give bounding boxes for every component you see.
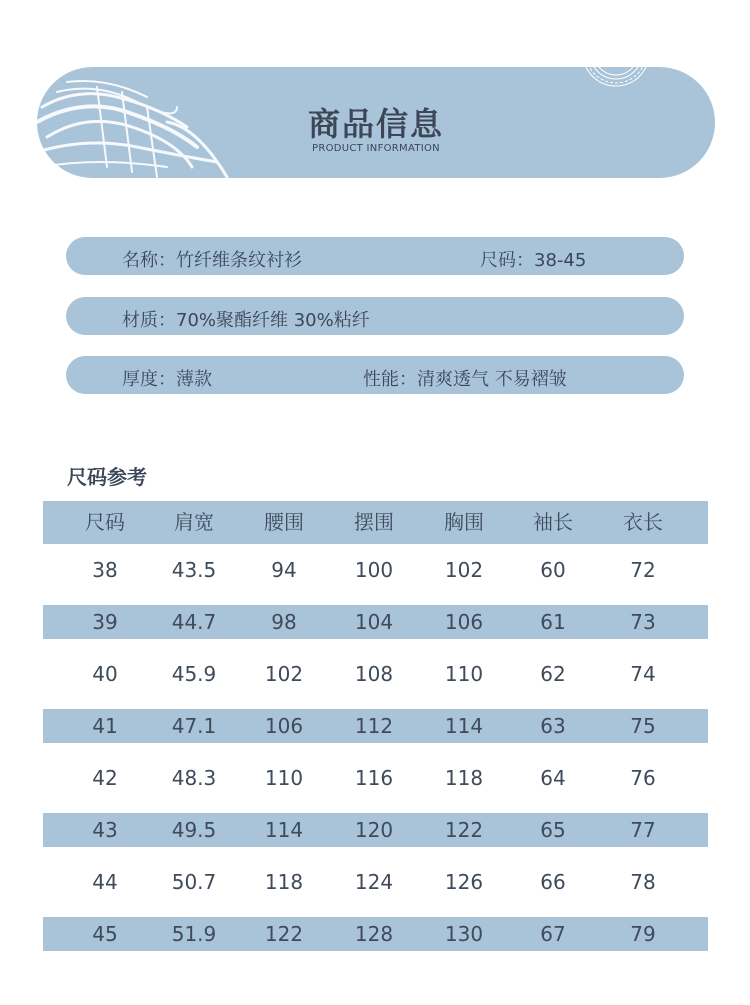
table-cell: 50.7 <box>171 870 217 894</box>
table-cell: 114 <box>264 818 304 842</box>
table-row <box>43 605 708 639</box>
product-thickness: 厚度：薄款 <box>122 369 212 390</box>
table-row <box>43 813 708 847</box>
table-cell: 72 <box>630 558 656 582</box>
table-cell: 114 <box>444 714 484 738</box>
table-cell: 102 <box>444 558 484 582</box>
header-cell: 袖长 <box>533 510 573 534</box>
table-cell: 122 <box>264 922 304 946</box>
table-cell: 106 <box>444 610 484 634</box>
table-cell: 110 <box>264 766 304 790</box>
table-cell: 64 <box>540 766 566 790</box>
table-cell: 44.7 <box>171 610 217 634</box>
table-cell: 130 <box>444 922 484 946</box>
table-cell: 128 <box>354 922 394 946</box>
size-chart-title: 尺码参考 <box>67 465 147 489</box>
table-cell: 77 <box>630 818 656 842</box>
info-row-material <box>66 297 684 335</box>
header-cell: 摆围 <box>354 510 394 534</box>
size-chart-table <box>43 501 708 960</box>
table-cell: 106 <box>264 714 304 738</box>
table-row <box>43 917 708 951</box>
header-cell: 腰围 <box>264 510 304 534</box>
table-row <box>43 709 708 743</box>
table-cell: 61 <box>540 610 566 634</box>
table-cell: 124 <box>354 870 394 894</box>
table-cell: 118 <box>444 766 484 790</box>
table-cell: 126 <box>444 870 484 894</box>
table-cell: 108 <box>354 662 394 686</box>
table-cell: 51.9 <box>171 922 217 946</box>
table-row <box>43 752 708 804</box>
table-cell: 112 <box>354 714 394 738</box>
header-cell: 胸围 <box>444 510 484 534</box>
table-cell: 45.9 <box>171 662 217 686</box>
table-cell: 48.3 <box>171 766 217 790</box>
table-cell: 73 <box>630 610 656 634</box>
info-row-name-size <box>66 237 684 275</box>
table-cell: 44 <box>92 870 118 894</box>
table-cell: 40 <box>92 662 118 686</box>
banner-subtitle: PRODUCT INFORMATION <box>312 143 440 154</box>
table-cell: 41 <box>92 714 118 738</box>
table-cell: 102 <box>264 662 304 686</box>
table-cell: 74 <box>630 662 656 686</box>
table-cell: 62 <box>540 662 566 686</box>
table-cell: 49.5 <box>171 818 217 842</box>
table-cell: 94 <box>271 558 297 582</box>
table-cell: 110 <box>444 662 484 686</box>
seal-badge-text: 80s <box>603 45 629 61</box>
table-cell: 39 <box>92 610 118 634</box>
table-row <box>43 544 708 596</box>
table-cell: 42 <box>92 766 118 790</box>
table-cell: 98 <box>271 610 297 634</box>
table-cell: 100 <box>354 558 394 582</box>
header-cell: 肩宽 <box>174 510 214 534</box>
banner-title: 商品信息 <box>307 105 444 143</box>
table-cell: 65 <box>540 818 566 842</box>
table-cell: 118 <box>264 870 304 894</box>
table-cell: 67 <box>540 922 566 946</box>
product-size-range: 尺码：38-45 <box>480 250 587 271</box>
table-cell: 38 <box>92 558 118 582</box>
table-row <box>43 648 708 700</box>
info-row-thickness-performance <box>66 356 684 394</box>
table-cell: 63 <box>540 714 566 738</box>
table-cell: 60 <box>540 558 566 582</box>
table-cell: 66 <box>540 870 566 894</box>
table-cell: 45 <box>92 922 118 946</box>
table-cell: 76 <box>630 766 656 790</box>
table-cell: 78 <box>630 870 656 894</box>
product-material: 材质：70%聚酯纤维 30%粘纤 <box>122 310 370 331</box>
table-row <box>43 856 708 908</box>
table-cell: 116 <box>354 766 394 790</box>
table-cell: 75 <box>630 714 656 738</box>
table-cell: 79 <box>630 922 656 946</box>
table-cell: 47.1 <box>171 714 217 738</box>
header-cell: 衣长 <box>623 510 663 534</box>
table-cell: 104 <box>354 610 394 634</box>
table-cell: 43.5 <box>171 558 217 582</box>
table-cell: 43 <box>92 818 118 842</box>
header-cell: 尺码 <box>85 510 125 534</box>
table-cell: 122 <box>444 818 484 842</box>
product-name: 名称：竹纤维条纹衬衫 <box>122 250 302 271</box>
table-header-row <box>43 501 708 544</box>
table-cell: 120 <box>354 818 394 842</box>
product-performance: 性能：清爽透气 不易褶皱 <box>363 369 567 390</box>
